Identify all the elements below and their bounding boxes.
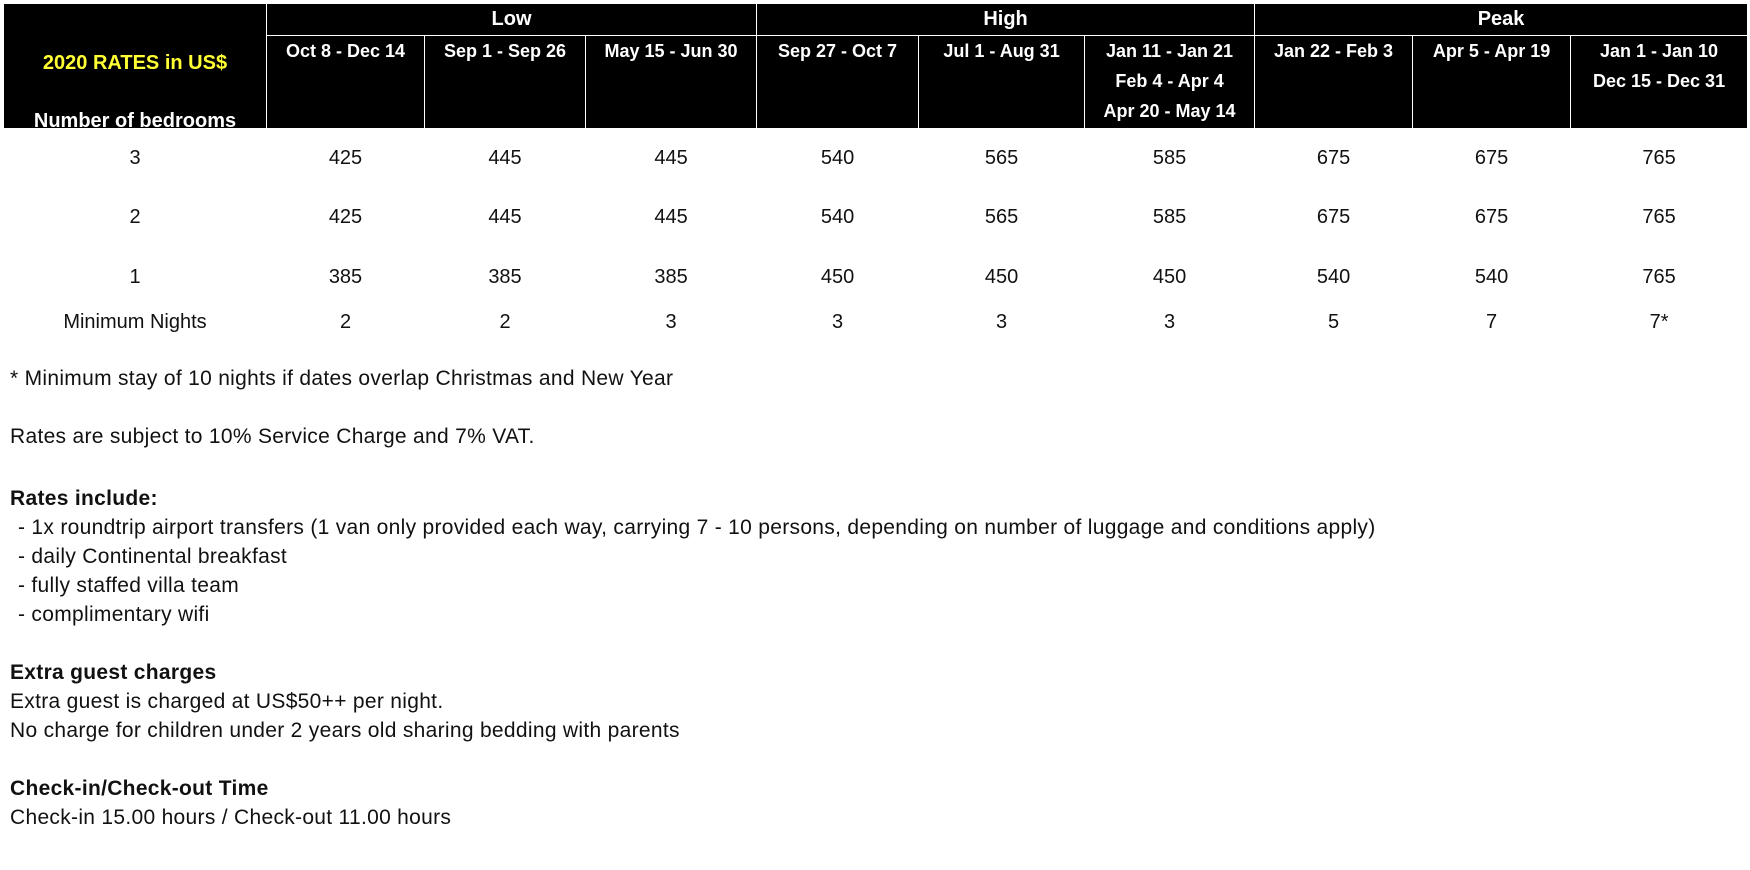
period-header <box>1571 36 1748 129</box>
rate-cell: 675 <box>1316 205 1351 228</box>
period-header <box>1255 36 1413 129</box>
rate-cell: 565 <box>984 146 1019 169</box>
row-label: 3 <box>129 146 141 169</box>
rate-cell: 450 <box>984 265 1019 288</box>
rate-cell: 445 <box>488 146 522 169</box>
includes-item: - fully staffed villa team <box>18 574 239 597</box>
min-nights-cell: 5 <box>1327 311 1340 333</box>
min-nights-cell: 7 <box>1485 311 1498 333</box>
row-label: 2 <box>129 205 141 228</box>
season-low: Low <box>267 4 757 36</box>
rate-cell: 540 <box>1474 265 1509 288</box>
footnote: * Minimum stay of 10 nights if dates overlap Christmas and New Year <box>10 367 674 390</box>
rate-cell: 445 <box>654 146 688 169</box>
rate-cell: 765 <box>1642 205 1676 228</box>
min-nights-cell: 3 <box>831 311 844 333</box>
includes-heading: Rates include: <box>10 487 158 510</box>
period-header <box>1413 36 1571 129</box>
period-header <box>1085 36 1255 129</box>
period-date-range: Jan 1 - Jan 10 <box>1600 41 1719 61</box>
rate-cell: 585 <box>1152 146 1187 169</box>
rate-notes <box>10 364 1730 832</box>
season-header-row <box>4 4 1748 36</box>
min-nights-cell: 3 <box>1163 311 1176 333</box>
rate-cell: 675 <box>1316 146 1351 169</box>
table-row <box>4 129 1748 188</box>
includes-item: - daily Continental breakfast <box>18 545 288 568</box>
extra-guest-heading: Extra guest charges <box>10 661 217 684</box>
extra-guest-line: Extra guest is charged at US$50++ per night. <box>10 690 444 713</box>
rate-cell: 450 <box>1152 265 1187 288</box>
period-header <box>586 36 757 129</box>
rate-cell: 445 <box>488 205 522 228</box>
includes-item: - complimentary wifi <box>18 603 210 626</box>
period-header <box>267 36 425 129</box>
row-label: 1 <box>129 265 141 288</box>
rate-cell: 565 <box>984 205 1019 228</box>
period-date-range: Jan 11 - Jan 21 <box>1105 41 1234 61</box>
table-corner-cell <box>4 4 267 132</box>
min-nights-cell: 2 <box>339 311 352 333</box>
row-label: Minimum Nights <box>63 311 207 333</box>
rate-cell: 385 <box>488 265 522 288</box>
checkin-text: Check-in 15.00 hours / Check-out 11.00 hours <box>10 806 452 829</box>
period-date-range: Oct 8 - Dec 14 <box>285 41 406 61</box>
includes-item: - 1x roundtrip airport transfers (1 van only provided each way, carrying 7 - 10 persons, depending on number of luggage and conditions apply) <box>18 516 1376 539</box>
period-header <box>425 36 586 129</box>
rate-cell: 765 <box>1642 146 1676 169</box>
table-row <box>4 187 1748 247</box>
rates-table <box>3 3 1748 343</box>
period-date-range: Feb 4 - Apr 4 <box>1115 71 1224 91</box>
period-date-range: Jul 1 - Aug 31 <box>943 41 1060 61</box>
rate-cell: 675 <box>1474 205 1509 228</box>
period-date-range: Dec 15 - Dec 31 <box>1593 71 1726 91</box>
season-high: High <box>757 4 1255 36</box>
rate-cell: 675 <box>1474 146 1509 169</box>
rate-cell: 425 <box>328 146 363 169</box>
season-peak: Peak <box>1255 4 1748 36</box>
rate-cell: 450 <box>820 265 855 288</box>
rate-cell: 765 <box>1642 265 1676 288</box>
min-nights-cell: 7* <box>1649 311 1669 333</box>
period-header <box>919 36 1085 129</box>
tax-note: Rates are subject to 10% Service Charge and 7% VAT. <box>10 425 535 448</box>
period-date-range: Apr 5 - Apr 19 <box>1432 41 1551 61</box>
rate-cell: 540 <box>820 205 855 228</box>
rate-cell: 585 <box>1152 205 1187 228</box>
extra-guest-line: No charge for children under 2 years old sharing bedding with parents <box>10 719 680 742</box>
period-date-range: Apr 20 - May 14 <box>1103 101 1236 121</box>
min-nights-cell: 3 <box>665 311 677 333</box>
bedrooms-row-label: Number of bedrooms <box>33 110 237 132</box>
rate-cell: 425 <box>328 205 363 228</box>
period-date-range: Jan 22 - Feb 3 <box>1274 41 1394 61</box>
rate-cell: 385 <box>654 265 688 288</box>
rate-cell: 540 <box>1316 265 1351 288</box>
period-header <box>757 36 919 129</box>
rate-cell: 445 <box>654 205 688 228</box>
period-date-range: Sep 27 - Oct 7 <box>778 41 898 61</box>
table-row <box>4 307 1748 343</box>
period-date-range: Sep 1 - Sep 26 <box>443 41 567 61</box>
rates-title: 2020 RATES in US$ <box>42 52 228 74</box>
checkin-heading: Check-in/Check-out Time <box>10 777 269 800</box>
table-row <box>4 247 1748 307</box>
rate-cell: 385 <box>328 265 363 288</box>
rate-cell: 540 <box>820 146 855 169</box>
min-nights-cell: 2 <box>499 311 511 333</box>
period-date-range: May 15 - Jun 30 <box>604 41 738 61</box>
min-nights-cell: 3 <box>995 311 1008 333</box>
